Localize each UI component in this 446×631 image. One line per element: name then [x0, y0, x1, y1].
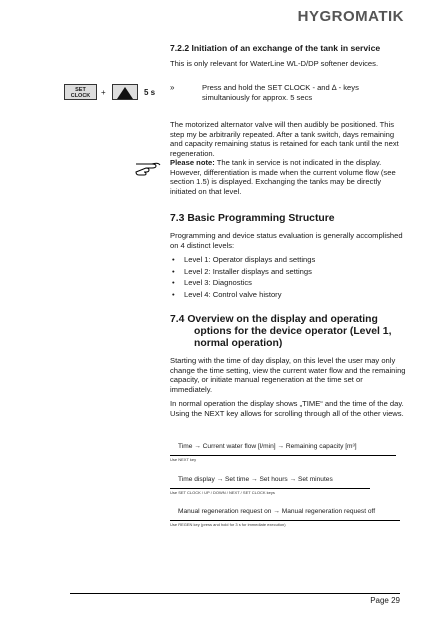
- section-7-4-title-line2: options for the device operator (Level 1,: [194, 326, 392, 337]
- flow-2-text: Time display → Set time → Set hours → Set minutes: [178, 476, 333, 483]
- flow-3-caption: Use REGEN key (press and hold for 3 s for immediate execution): [170, 522, 286, 527]
- note-block: [170, 158, 406, 196]
- flow-2-caption: Use SET CLOCK / UP / DOWN / NEXT / SET CLOCK keys: [170, 490, 275, 495]
- section-7-2-2-body: The motorized alternator valve will then audibly be positioned. This step my be arbitrarily repeated. After a tank switch, days remaining and capacity remaining status is retained for each tank until the next regeneration.: [170, 120, 399, 158]
- flow-1-return-line: [170, 455, 396, 456]
- flow-1-text: Time → Current water flow [l/min] → Remaining capacity [m³]: [178, 443, 357, 450]
- section-7-3-title: 7.3 Basic Programming Structure: [170, 213, 335, 224]
- up-key: [112, 84, 138, 100]
- section-7-2-2: [170, 44, 406, 68]
- section-7-4: [170, 314, 406, 419]
- flow-2-return-line: [170, 488, 370, 489]
- pointing-hand-icon: [134, 158, 162, 176]
- level-list: [170, 255, 406, 299]
- instruction-marker: »: [170, 83, 175, 92]
- list-item: • Level 4: Control valve history: [170, 290, 406, 300]
- flow-2: [170, 476, 406, 495]
- section-7-4-title-line1: 7.4 Overview on the display and operating: [170, 314, 378, 325]
- brand-logo: HYGROMATIK: [297, 8, 404, 25]
- hold-duration: 5 s: [144, 88, 156, 97]
- section-7-2-2-intro: This is only relevant for WaterLine WL-D/DP softener devices.: [170, 58, 379, 68]
- section-7-2-2-title: 7.2.2 Initiation of an exchange of the tank in service: [170, 43, 381, 53]
- flow-1-caption: Use NEXT key: [170, 457, 197, 462]
- section-7-3-intro: Programming and device status evaluation is generally accomplished on 4 distinct levels:: [170, 231, 403, 250]
- set-clock-key: SET CLOCK: [64, 84, 97, 100]
- instruction-text: Press and hold the SET CLOCK - and ∆ - keys simultaniously for approx. 5 secs: [202, 83, 359, 102]
- footer-divider: [70, 593, 400, 594]
- list-item: • Level 1: Operator displays and settings: [170, 255, 406, 265]
- note-label: Please note:: [170, 158, 215, 167]
- flow-3-text: Manual regeneration request on → Manual regeneration request off: [178, 508, 376, 515]
- list-item: • Level 2: Installer displays and settings: [170, 267, 406, 277]
- flow-1: [170, 443, 406, 462]
- section-7-3: [170, 213, 406, 302]
- page-number: Page 29: [370, 596, 400, 605]
- flow-3-return-line: [170, 520, 400, 521]
- list-item: • Level 3: Diagnostics: [170, 278, 406, 288]
- section-7-4-para2: In normal operation the display shows „TIME“ and the time of the day. Using the NEXT key allows for scrolling through all of the other views.: [170, 399, 404, 418]
- up-arrow-icon: [117, 87, 133, 99]
- note-text: The tank in service is not indicated in the display. However, differentiation is made when the current volume flow (see section 1.5) is displayed. Exchanging the tanks may be directly initiated on that level.: [170, 158, 396, 196]
- plus-sign: +: [101, 88, 106, 97]
- flow-3: [170, 508, 406, 527]
- section-7-4-title-line3: normal operation): [194, 338, 283, 349]
- section-7-4-para1: Starting with the time of day display, on this level the user may only change the time setting, view the current water flow and the remaining capacity, or initiate manual regeneration at the time set or immediately.: [170, 356, 406, 394]
